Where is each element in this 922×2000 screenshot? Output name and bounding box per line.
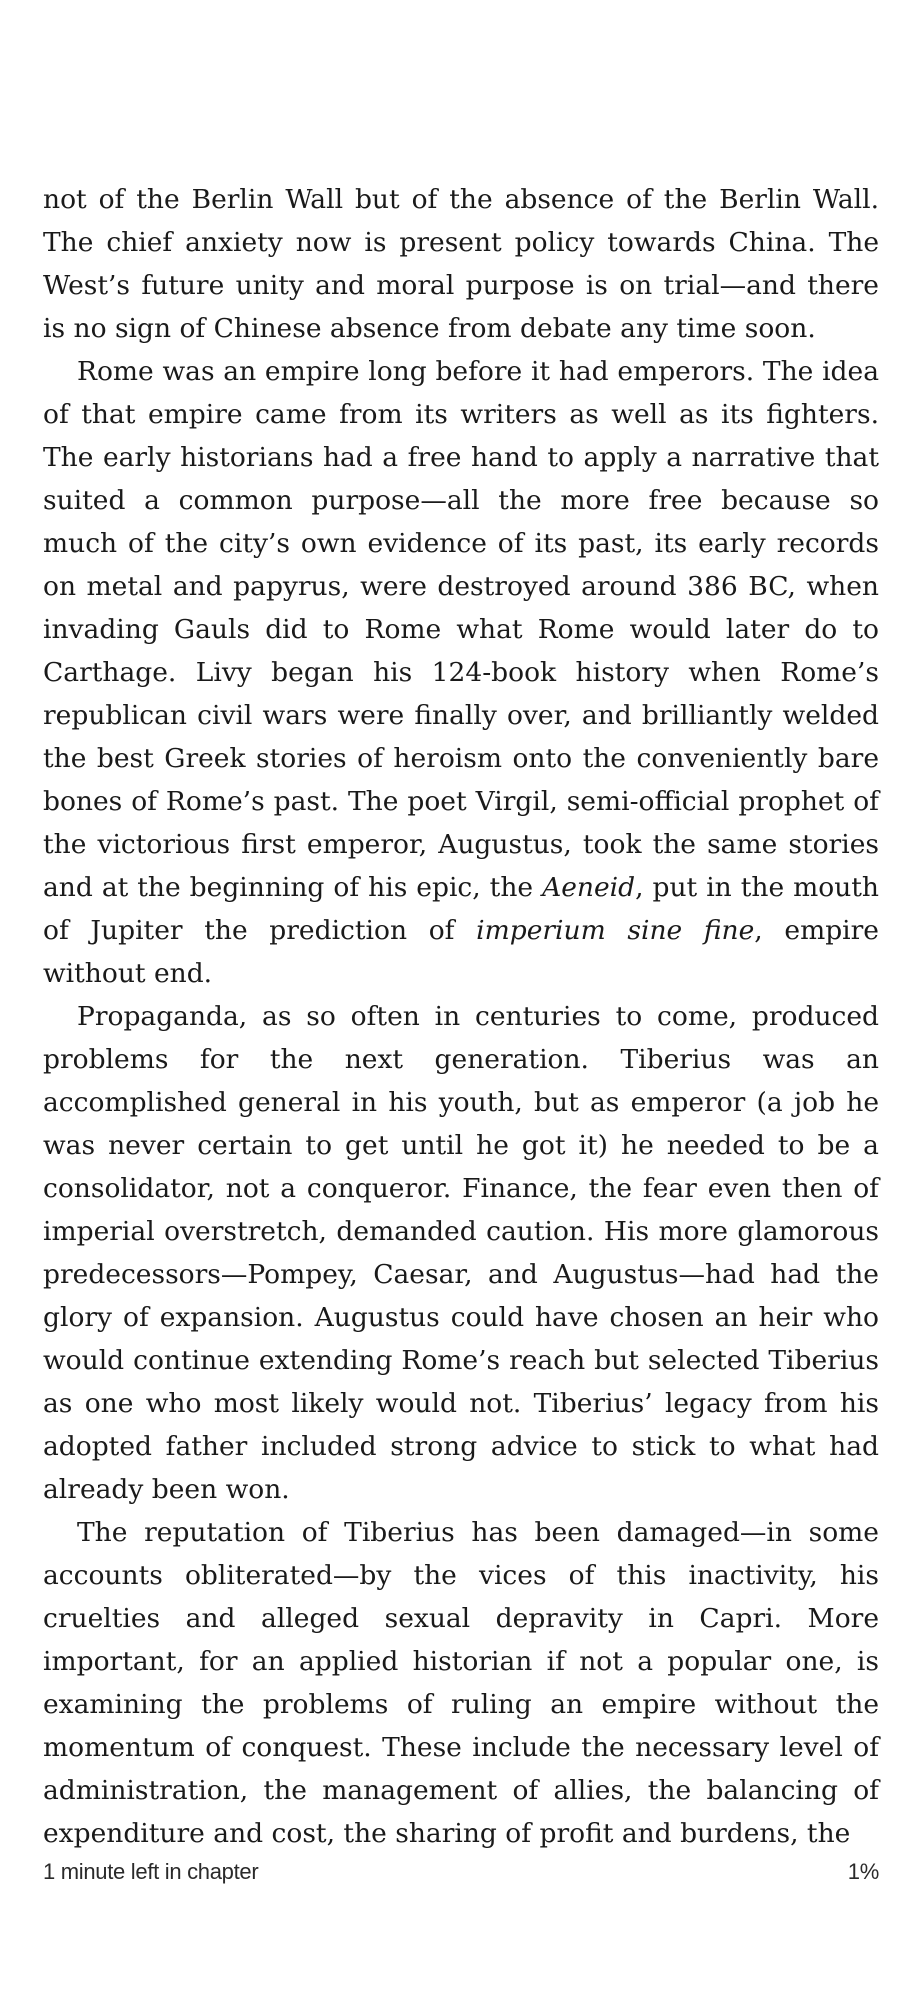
reading-progress-footer[interactable] [43, 1855, 879, 1889]
paragraph-3 [43, 995, 879, 1511]
book-page-text[interactable] [43, 178, 879, 1855]
time-left-in-chapter[interactable]: 1 minute left in chapter [43, 1859, 259, 1884]
imperium-sine-fine-phrase: imperium sine fine [476, 915, 755, 946]
paragraph-2 [43, 350, 879, 995]
paragraph-2-text-a: Rome was an empire long before it had emperors. The idea of that empire came from its writers as well as its fighters. The early historians had a free hand to apply a narrative that suited a common purpose—all the more free because so much of the city’s own evidence of its past, its early records on metal and papyrus, were destroyed around 386 BC, when invading Gauls did to Rome what Rome would later do to Carthage. Livy began his 124-book history when Rome’s republican civil wars were finally over, and brilliantly welded the best Greek stories of heroism onto the conveniently bare bones of Rome’s past. The poet Virgil, semi-official prophet of the victorious first emperor, Augustus, took the same stories and at the beginning of his epic, the [43, 356, 879, 903]
aeneid-title: Aeneid [542, 872, 636, 903]
paragraph-4-text: The reputation of Tiberius has been damaged—in some accounts obliterated—by the vices of this inactivity, his cruelties and alleged sexual depravity in Capri. More important, for an applied historian if not a popular one, is examining the problems of ruling an empire without the momentum of conquest. These include the necessary level of administration, the management of allies, the balancing of expenditure and cost, the sharing of profit and burdens, the [43, 1517, 879, 1849]
paragraph-1 [43, 178, 879, 350]
paragraph-1-text: not of the Berlin Wall but of the absence of the Berlin Wall. The chief anxiety now is present policy towards China. The West’s future unity and moral purpose is on trial—and there is no sign of Chinese absence from debate any time soon. [43, 184, 879, 344]
paragraph-2-text-c: , empire without end. [43, 915, 879, 989]
book-progress-percent[interactable]: 1% [847, 1859, 879, 1884]
paragraph-3-text: Propaganda, as so often in centuries to come, produced problems for the next generation. Tiberius was an accomplished general in his youth, but as emperor (a job he was never certain to get until he got it) he needed to be a consolidator, not a conqueror. Finance, the fear even then of imperial overstretch, demanded caution. His more glamorous predecessors—Pompey, Caesar, and Augustus—had had the glory of expansion. Augustus could have chosen an heir who would continue extending Rome’s reach but selected Tiberius as one who most likely would not. Tiberius’ legacy from his adopted father included strong advice to stick to what had already been won. [43, 1001, 879, 1505]
paragraph-4 [43, 1511, 879, 1855]
paragraph-2-text-b: , put in the mouth of Jupiter the prediction of [43, 872, 879, 946]
